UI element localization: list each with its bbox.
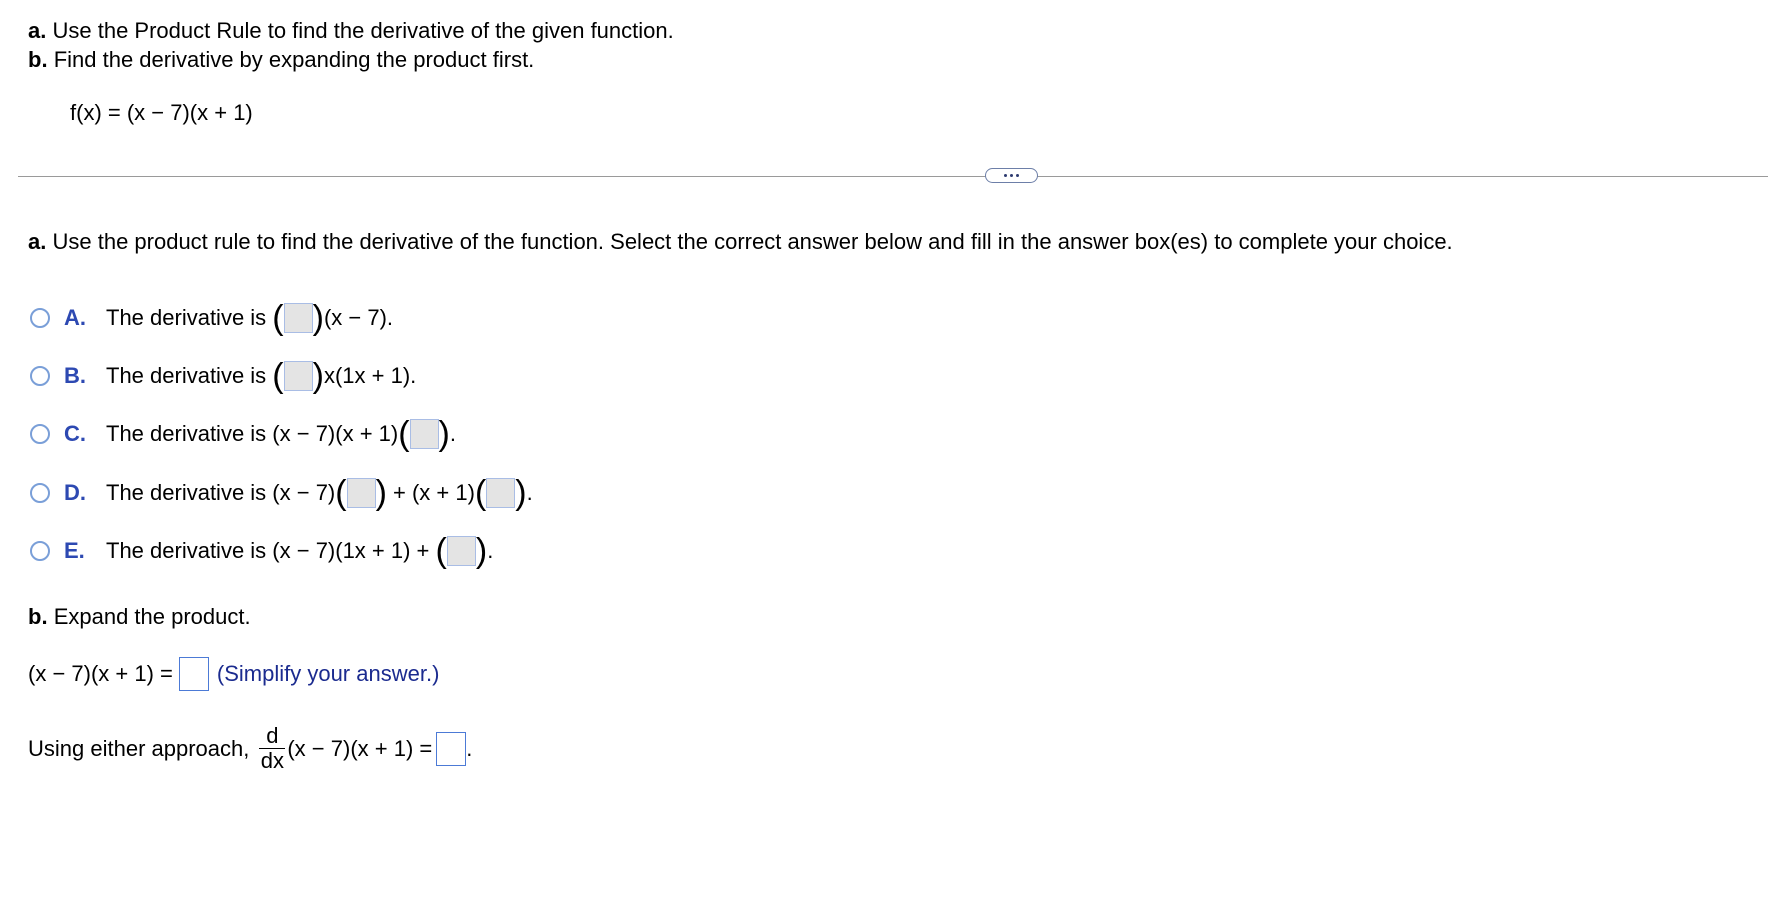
option-letter: E. (64, 538, 85, 563)
option-c[interactable] (30, 416, 456, 452)
option-a[interactable] (30, 300, 393, 336)
option-letter: A. (64, 305, 86, 330)
more-button[interactable] (985, 168, 1038, 183)
option-b[interactable] (30, 358, 416, 394)
ellipsis-icon (1004, 174, 1007, 177)
part-label: a. (28, 229, 47, 254)
answer-box-paren: ( ) (398, 415, 450, 453)
answer-box-paren: ( ) (474, 474, 527, 512)
d-denominator: dx (260, 748, 284, 773)
ellipsis-dot (1016, 174, 1019, 177)
radio-button-a[interactable] (30, 308, 50, 328)
option-e[interactable] (30, 533, 493, 569)
function-display: f(x) = (x − 7)(x + 1) (70, 100, 253, 125)
answer-box-d2[interactable] (486, 478, 515, 508)
instruction-text: Use the product rule to find the derivative of the function. Select the correct answer below and fill in the answer box(es) to complete your choice. (52, 229, 1453, 254)
answer-box-d1[interactable] (347, 478, 376, 508)
end-period: . (466, 735, 473, 761)
section-divider (18, 176, 1768, 177)
radio-button-b[interactable] (30, 366, 50, 386)
option-text: The derivative is (106, 305, 273, 330)
expand-row (28, 657, 439, 691)
either-text: Using either approach, (28, 735, 250, 761)
radio-button-d[interactable] (30, 483, 50, 503)
heading-text: Expand the product. (53, 604, 251, 629)
answer-box-a[interactable] (284, 303, 313, 333)
option-text: The derivative is (106, 363, 273, 388)
option-letter: B. (64, 363, 86, 388)
option-text-mid: + (x + 1) (386, 480, 475, 505)
part-label: b. (28, 604, 48, 629)
option-text: The derivative is (x − 7)(1x + 1) + (106, 538, 436, 563)
answer-box-b[interactable] (284, 361, 313, 391)
option-letter: C. (64, 421, 86, 446)
d-numerator: d (266, 723, 279, 748)
ellipsis-dot (1010, 174, 1013, 177)
part-a-instruction (28, 229, 1453, 255)
answer-box-c[interactable] (410, 419, 439, 449)
option-text: The derivative is (x − 7)(x + 1) (106, 421, 399, 446)
expand-lhs: (x − 7)(x + 1) = (28, 661, 173, 686)
part-label: a. (28, 18, 47, 43)
option-letter: D. (64, 480, 86, 505)
either-expr: (x − 7)(x + 1) = (287, 735, 433, 761)
problem-text: Find the derivative by expanding the product first. (53, 47, 535, 72)
final-answer-box[interactable] (436, 732, 466, 766)
problem-line-b (28, 47, 534, 73)
radio-button-c[interactable] (30, 424, 50, 444)
answer-box-paren: ( ) (272, 299, 324, 337)
problem-text: Use the Product Rule to find the derivative of the given function. (52, 18, 674, 43)
option-d[interactable] (30, 475, 533, 511)
option-text-tail: (x − 7). (323, 305, 394, 330)
answer-box-paren: ( ) (272, 357, 324, 395)
answer-box-paren: ( ) (435, 532, 488, 570)
expand-answer-box[interactable] (179, 657, 209, 691)
radio-button-e[interactable] (30, 541, 50, 561)
option-text-tail: x(1x + 1). (323, 363, 417, 388)
option-text-tail: . (526, 480, 533, 505)
either-row (28, 724, 472, 773)
derivative-operator (259, 724, 285, 773)
option-text-tail: . (449, 421, 456, 446)
problem-line-a (28, 18, 674, 44)
part-label: b. (28, 47, 48, 72)
option-text: The derivative is (x − 7) (106, 480, 336, 505)
part-b-heading (28, 604, 251, 630)
answer-box-e[interactable] (447, 536, 476, 566)
option-text-tail: . (487, 538, 494, 563)
answer-box-paren: ( ) (335, 474, 387, 512)
simplify-hint: (Simplify your answer.) (216, 661, 440, 686)
